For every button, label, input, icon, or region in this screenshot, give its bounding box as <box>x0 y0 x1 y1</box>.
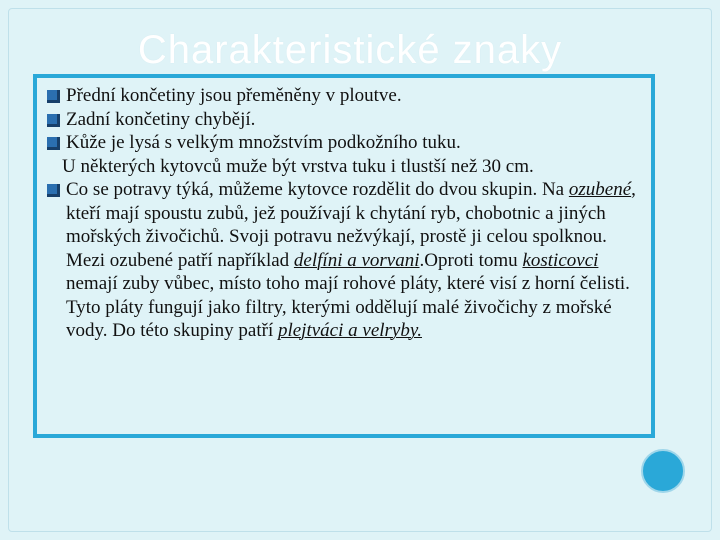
bullet-text: Přední končetiny jsou přeměněny v ploutve. <box>66 85 402 106</box>
decorative-circle <box>641 449 685 493</box>
text-run: nemají zuby vůbec, místo toho mají rohové pláty, které visí z horní čelisti. Tyto pláty fungují jako filtry, kterými oddělují malé živočichy z mořské vody. Do této skupiny patří <box>66 273 630 341</box>
square-bullet-icon <box>47 184 60 197</box>
paragraph-text <box>66 179 636 341</box>
underlined-term: ozubené <box>568 179 632 200</box>
content-box <box>33 74 655 438</box>
continuation-text: U některých kytovců muže být vrstva tuku i tlustší než 30 cm. <box>62 155 534 177</box>
square-bullet-icon <box>47 114 60 127</box>
bullet-text: Kůže je lysá s velkým množstvím podkožního tuku. <box>66 132 461 153</box>
bullet-text: Zadní končetiny chybějí. <box>66 108 256 130</box>
slide-title: Charakteristické znaky <box>137 28 563 72</box>
square-bullet-icon <box>47 90 60 103</box>
bullet-item <box>47 178 641 343</box>
underlined-term: kosticovci <box>522 249 599 271</box>
square-bullet-icon <box>47 137 60 150</box>
underlined-term: delfíni a vorvani <box>293 249 420 271</box>
text-run: Co se potravy týká, můžeme kytovce rozdělit do dvou skupin. Na <box>66 179 569 200</box>
text-run: .Oproti tomu <box>419 249 523 271</box>
underlined-term: plejtváci a velryby. <box>277 320 422 341</box>
text-run: , kteří mají spoustu zubů, jež používají k chytání ryb, chobotnic a jiných mořských živočichů. Svoji potravu nežvýkají, prostě ji celou spolknou. Mezi ozubené patří například <box>66 179 636 271</box>
bullet-item <box>47 131 641 155</box>
continuation-line <box>47 155 641 179</box>
bullet-item <box>47 108 641 132</box>
bullet-item <box>47 84 641 108</box>
